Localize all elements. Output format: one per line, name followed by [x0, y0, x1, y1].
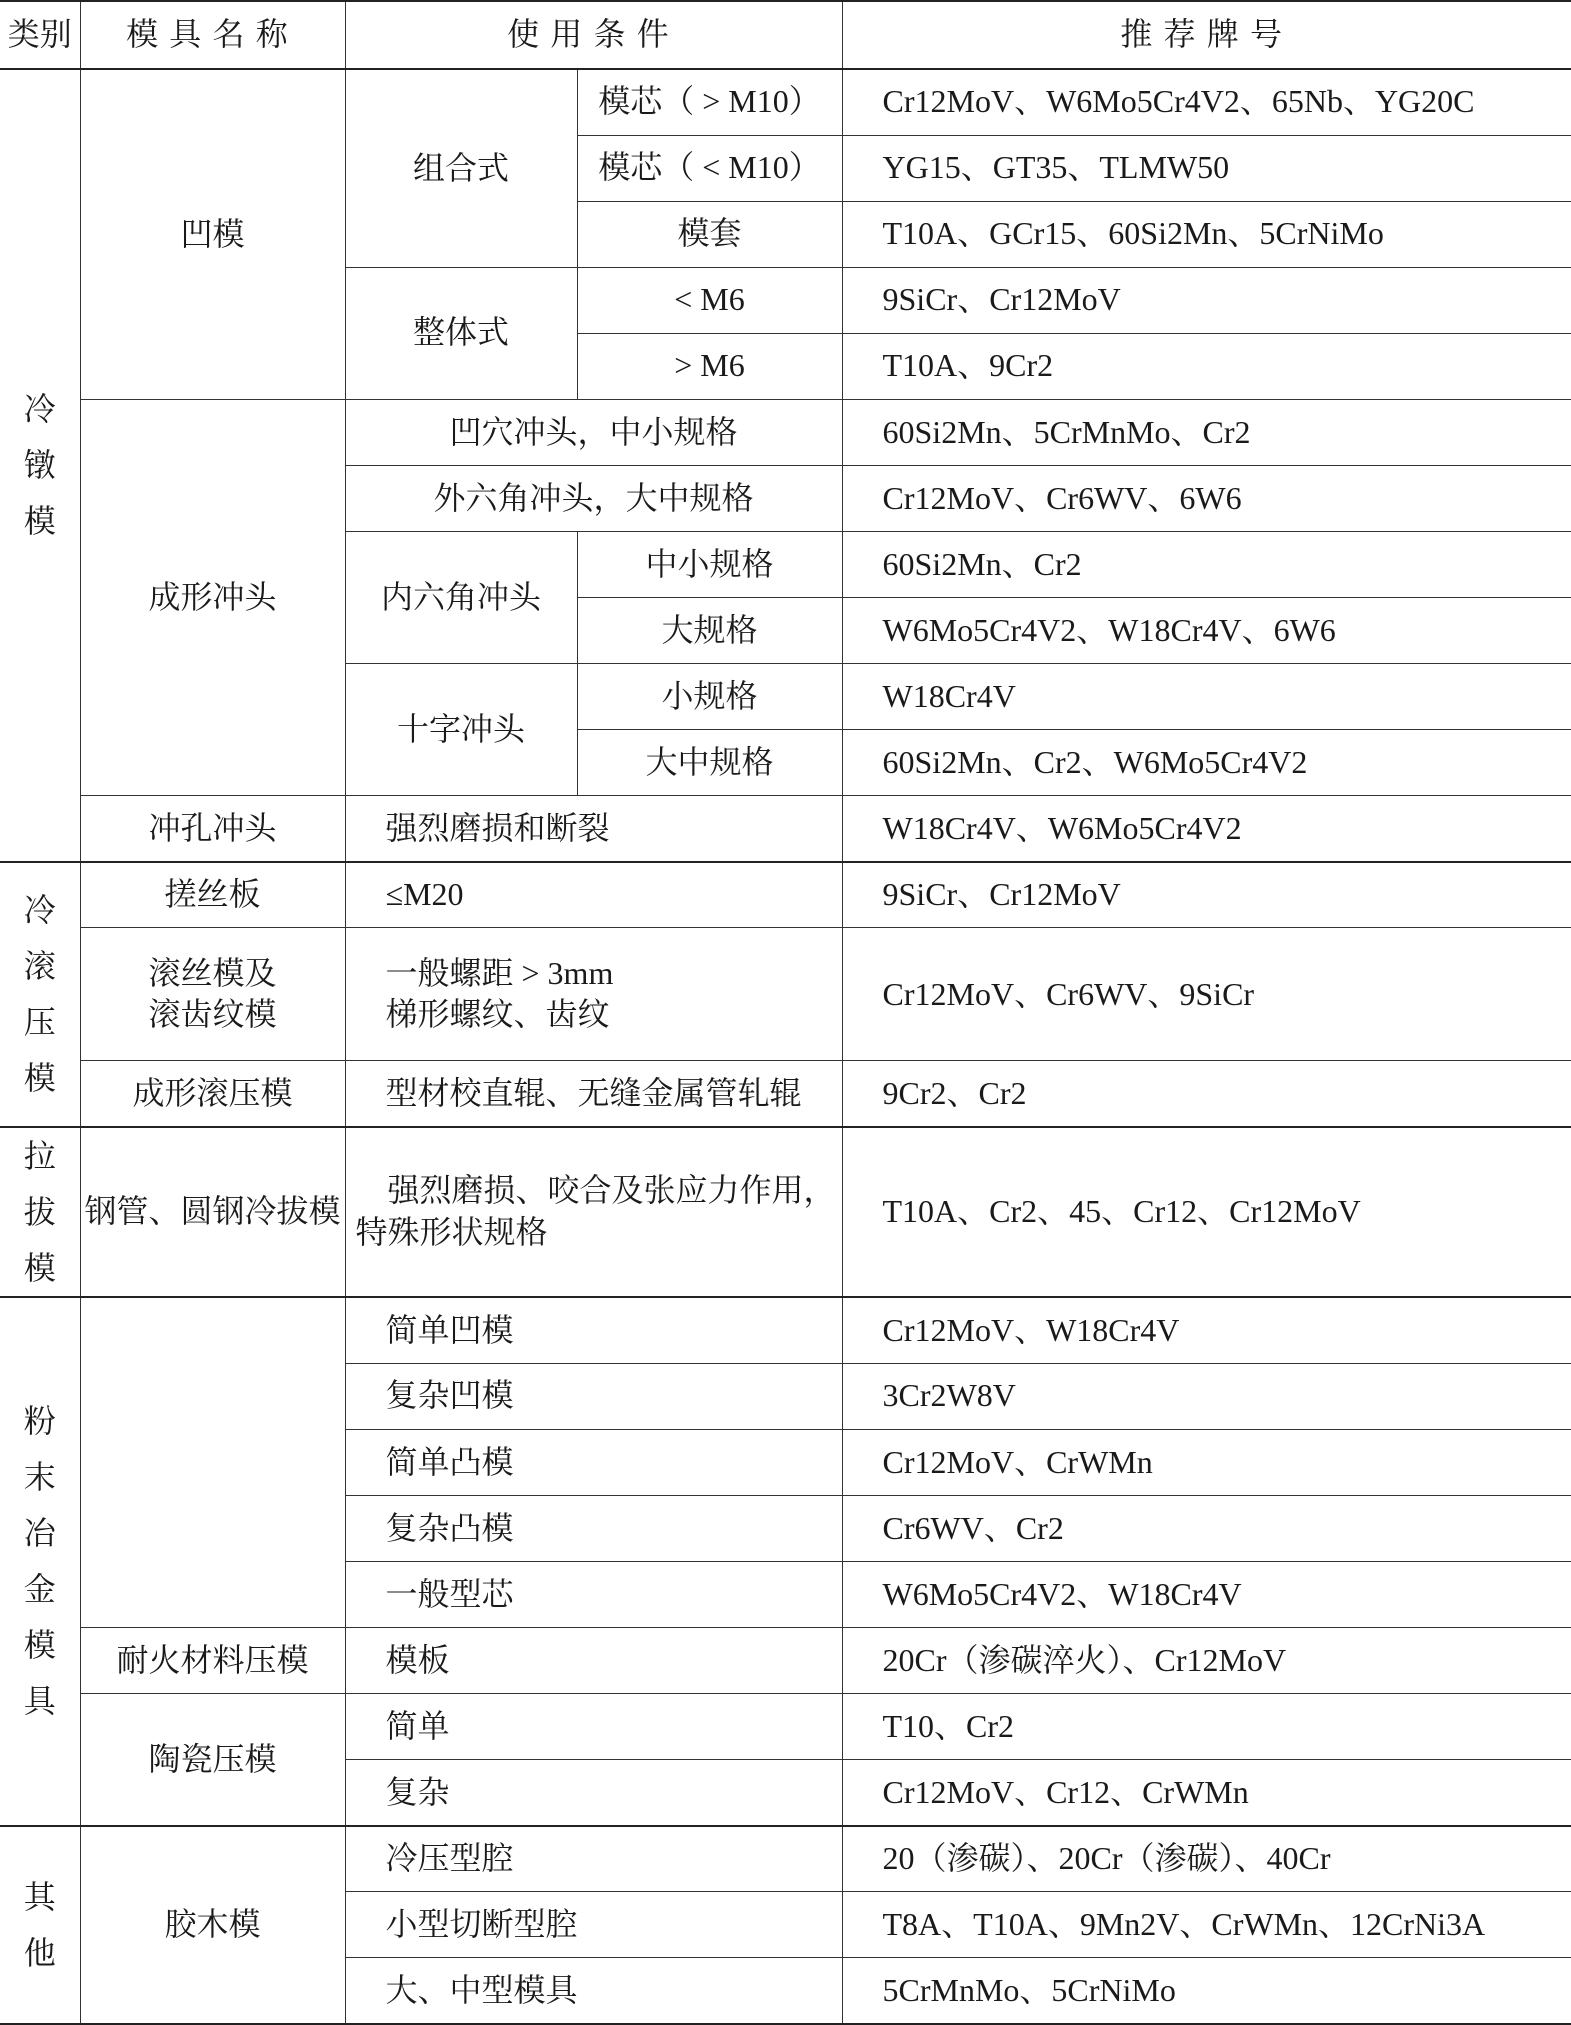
- grade-cell: T10A、9Cr2: [842, 333, 1571, 399]
- grade-cell: Cr12MoV、Cr12、CrWMn: [842, 1760, 1571, 1826]
- condition: 简单凹模: [345, 1297, 842, 1363]
- condition: 内六角冲头: [345, 531, 577, 663]
- grade-cell: T10A、GCr15、60Si2Mn、5CrNiMo: [842, 201, 1571, 267]
- table-row: [0, 1127, 1571, 1297]
- category-cold-rolling: 冷 滚 压 模: [0, 862, 80, 1127]
- sub-condition: 大规格: [577, 598, 842, 664]
- grade-cell: Cr12MoV、Cr6WV、6W6: [842, 465, 1571, 531]
- grade-cell: W6Mo5Cr4V2、W18Cr4V: [842, 1561, 1571, 1627]
- grade-cell: 20（渗碳）、20Cr（渗碳）、40Cr: [842, 1826, 1571, 1892]
- mold-name: 搓丝板: [80, 862, 345, 928]
- category-powder-metallurgy: 粉 末 冶 金 模 具: [0, 1297, 80, 1826]
- grade-cell: T8A、T10A、9Mn2V、CrWMn、12CrNi3A: [842, 1892, 1571, 1958]
- sub-condition: 中小规格: [577, 531, 842, 597]
- condition: 大、中型模具: [345, 1958, 842, 2024]
- header-grades: 推荐牌号: [842, 1, 1571, 69]
- grade-cell: 3Cr2W8V: [842, 1363, 1571, 1429]
- condition: 一般螺距 > 3mm 梯形螺纹、齿纹: [345, 928, 842, 1061]
- category-cold-heading: 冷 镦 模: [0, 69, 80, 862]
- sub-condition: > M6: [577, 333, 842, 399]
- condition: 整体式: [345, 267, 577, 399]
- condition: 组合式: [345, 69, 577, 267]
- mold-name: 成形冲头: [80, 399, 345, 795]
- mold-name: 成形滚压模: [80, 1061, 345, 1127]
- table-row: [0, 1297, 1571, 1363]
- grade-cell: T10、Cr2: [842, 1694, 1571, 1760]
- sub-condition: 模芯（ > M10）: [577, 69, 842, 135]
- condition: 一般型芯: [345, 1561, 842, 1627]
- grade-cell: 5CrMnMo、5CrNiMo: [842, 1958, 1571, 2024]
- table-row: [0, 399, 1571, 465]
- mold-name: 冲孔冲头: [80, 796, 345, 862]
- grade-cell: 9SiCr、Cr12MoV: [842, 862, 1571, 928]
- sub-condition: 大中规格: [577, 730, 842, 796]
- table-row: [0, 69, 1571, 135]
- grade-cell: 60Si2Mn、Cr2: [842, 531, 1571, 597]
- mold-name: 钢管、圆钢冷拔模: [80, 1127, 345, 1297]
- grade-cell: YG15、GT35、TLMW50: [842, 135, 1571, 201]
- mold-name: 胶木模: [80, 1826, 345, 2024]
- condition: 复杂: [345, 1760, 842, 1826]
- grade-cell: Cr12MoV、W6Mo5Cr4V2、65Nb、YG20C: [842, 69, 1571, 135]
- condition: 强烈磨损、咬合及张应力作用， 特殊形状规格: [345, 1127, 842, 1297]
- header-row: [0, 1, 1571, 69]
- condition: 简单: [345, 1694, 842, 1760]
- header-conditions: 使用条件: [345, 1, 842, 69]
- condition: ≤M20: [345, 862, 842, 928]
- grade-cell: T10A、Cr2、45、Cr12、Cr12MoV: [842, 1127, 1571, 1297]
- table-row: [0, 1694, 1571, 1760]
- grade-cell: 60Si2Mn、Cr2、W6Mo5Cr4V2: [842, 730, 1571, 796]
- condition: 型材校直辊、无缝金属管轧辊: [345, 1061, 842, 1127]
- header-category: 类别: [0, 1, 80, 69]
- grade-cell: 9SiCr、Cr12MoV: [842, 267, 1571, 333]
- grade-cell: Cr12MoV、CrWMn: [842, 1429, 1571, 1495]
- condition: 小型切断型腔: [345, 1892, 842, 1958]
- category-drawing: 拉 拔 模: [0, 1127, 80, 1297]
- mold-name: 滚丝模及 滚齿纹模: [80, 928, 345, 1061]
- mold-name: 凹模: [80, 69, 345, 399]
- condition: 强烈磨损和断裂: [345, 796, 842, 862]
- mold-name: 陶瓷压模: [80, 1694, 345, 1826]
- grade-cell: W18Cr4V: [842, 664, 1571, 730]
- table-row: [0, 1627, 1571, 1693]
- grade-cell: 60Si2Mn、5CrMnMo、Cr2: [842, 399, 1571, 465]
- table-row: [0, 1826, 1571, 1892]
- condition: 模板: [345, 1627, 842, 1693]
- sub-condition: 小规格: [577, 664, 842, 730]
- grade-cell: 9Cr2、Cr2: [842, 1061, 1571, 1127]
- table-row: [0, 796, 1571, 862]
- condition: 简单凸模: [345, 1429, 842, 1495]
- sub-condition: 模芯（ < M10）: [577, 135, 842, 201]
- grade-cell: Cr12MoV、Cr6WV、9SiCr: [842, 928, 1571, 1061]
- grade-cell: 20Cr（渗碳淬火）、Cr12MoV: [842, 1627, 1571, 1693]
- condition: 冷压型腔: [345, 1826, 842, 1892]
- category-other: 其 他: [0, 1826, 80, 2024]
- sub-condition: < M6: [577, 267, 842, 333]
- grade-cell: Cr6WV、Cr2: [842, 1495, 1571, 1561]
- sub-condition: 模套: [577, 201, 842, 267]
- condition: 复杂凸模: [345, 1495, 842, 1561]
- condition: 凹穴冲头，中小规格: [345, 399, 842, 465]
- condition: 十字冲头: [345, 664, 577, 796]
- table-row: [0, 928, 1571, 1061]
- mold-name: 耐火材料压模: [80, 1627, 345, 1693]
- condition: 外六角冲头，大中规格: [345, 465, 842, 531]
- grade-cell: Cr12MoV、W18Cr4V: [842, 1297, 1571, 1363]
- grade-cell: W18Cr4V、W6Mo5Cr4V2: [842, 796, 1571, 862]
- header-mold-name: 模具名称: [80, 1, 345, 69]
- mold-name-empty: [80, 1297, 345, 1627]
- table-row: [0, 862, 1571, 928]
- table-row: [0, 1061, 1571, 1127]
- grade-cell: W6Mo5Cr4V2、W18Cr4V、6W6: [842, 598, 1571, 664]
- condition: 复杂凹模: [345, 1363, 842, 1429]
